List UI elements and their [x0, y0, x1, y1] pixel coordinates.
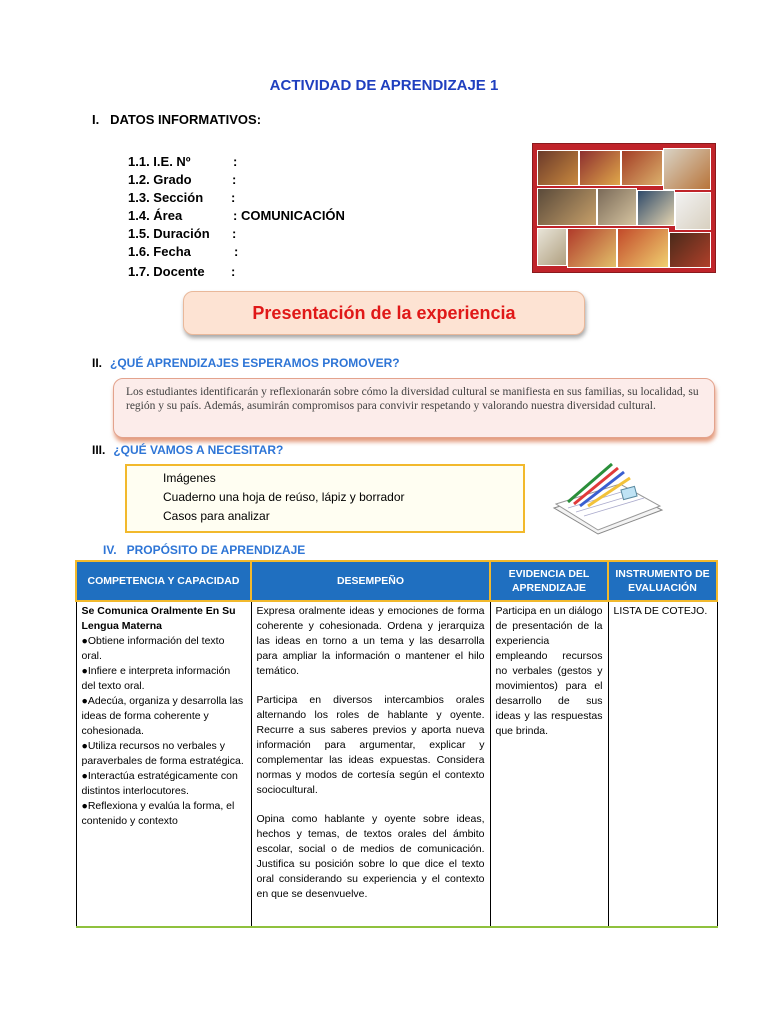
info-label: 1.3. Sección	[128, 190, 204, 205]
instrumento-text: LISTA DE COTEJO.	[613, 605, 708, 617]
section-1-number: I.	[92, 112, 100, 127]
table-header-evidencia: EVIDENCIA DEL APRENDIZAJE	[490, 561, 608, 601]
competencia-title: Se Comunica Oralmente En Su Lengua Materna	[81, 605, 236, 632]
capacidad-item: ●Interactúa estratégicamente con distintos interlocutores.	[81, 770, 238, 797]
capacidad-item: ●Infiere e interpreta información del texto oral.	[81, 665, 231, 692]
info-label: 1.2. Grado	[128, 172, 192, 187]
section-3-number: III.	[92, 443, 106, 457]
table-header-row	[76, 561, 717, 601]
info-value: :	[232, 226, 237, 241]
table-row	[76, 601, 717, 927]
competencia-cell	[76, 601, 251, 927]
info-value: :	[232, 172, 237, 187]
table-header-desempeno: DESEMPEÑO	[251, 561, 490, 601]
capacidad-item: ●Reflexiona y evalúa la forma, el contenido y contexto	[81, 800, 235, 827]
section-3-heading	[92, 443, 283, 457]
notebook-pencils-icon	[548, 458, 668, 538]
capacidad-item: ●Obtiene información del texto oral.	[81, 635, 225, 662]
section-2-number: II.	[92, 356, 103, 370]
table-header-competencia: COMPETENCIA Y CAPACIDAD	[76, 561, 251, 601]
info-item	[128, 207, 345, 225]
instrumento-cell	[608, 601, 717, 927]
evidencia-text: Participa en un diálogo de presentación de la experiencia empleando recursos no verbales (gestos y movimientos) para el desarrollo de sus ideas y las respuestas que brinda.	[495, 605, 603, 737]
section-4-number: IV.	[103, 543, 117, 557]
materials-item: Casos para analizar	[163, 509, 270, 523]
learning-goals-text: Los estudiantes identificarán y reflexionarán sobre cómo la diversidad cultural se manifiesta en sus familias, su localidad, su región y su país. Además, asumirán compromisos para convivir respetando y valorando nuestra diversidad cultural.	[126, 386, 699, 412]
desempeno-paragraph: Participa en diversos intercambios orales alternando los roles de hablante y oyente. Recurre a sus saberes previos y aporta nueva información para argumentar, explicar y complementar las ideas expuestas. Considera normas y modos de cortesía según el contexto sociocultural.	[256, 694, 485, 796]
desempeno-cell	[251, 601, 490, 927]
section-3-title: ¿QUÉ VAMOS A NECESITAR?	[113, 443, 284, 457]
info-value: :	[234, 244, 239, 259]
info-label: 1.5. Duración	[128, 226, 210, 241]
info-item	[128, 153, 237, 171]
info-label: 1.4. Área	[128, 208, 183, 223]
info-label: 1.1. I.E. Nº	[128, 154, 191, 169]
capacidad-item: ●Adecúa, organiza y desarrolla las ideas de forma coherente y cohesionada.	[81, 695, 244, 737]
materials-item: Cuaderno una hoja de reúso, lápiz y borrador	[163, 490, 405, 504]
section-4-title: PROPÓSITO DE APRENDIZAJE	[126, 543, 306, 557]
info-label: 1.6. Fecha	[128, 244, 191, 259]
info-value: :	[231, 190, 236, 205]
presentation-banner	[183, 291, 585, 335]
section-1-heading	[92, 112, 261, 127]
info-item	[128, 171, 236, 189]
info-value: :	[231, 264, 236, 279]
section-2-heading	[92, 356, 400, 370]
cultural-diversity-photo	[532, 143, 716, 273]
section-4-heading	[103, 543, 305, 557]
capacidad-item: ●Utiliza recursos no verbales y paraverbales de forma estratégica.	[81, 740, 244, 767]
evidencia-cell	[490, 601, 608, 927]
page-title: ACTIVIDAD DE APRENDIZAJE 1	[269, 77, 499, 94]
learning-purpose-table	[75, 560, 718, 928]
desempeno-paragraph: Expresa oralmente ideas y emociones de forma coherente y cohesionada. Ordena y jerarquiza las ideas en torno a un tema y las desarrolla para ampliar la información o mantener el hilo temático.	[256, 605, 485, 677]
presentation-heading: Presentación de la experiencia	[252, 303, 516, 323]
info-item	[128, 263, 235, 281]
materials-item: Imágenes	[163, 471, 216, 485]
info-item	[128, 225, 236, 243]
info-label: 1.7. Docente	[128, 264, 205, 279]
section-2-title: ¿QUÉ APRENDIZAJES ESPERAMOS PROMOVER?	[110, 356, 400, 370]
info-value: : COMUNICACIÓN	[233, 208, 345, 223]
info-item	[128, 243, 238, 261]
section-1-title: DATOS INFORMATIVOS:	[110, 112, 262, 127]
info-item	[128, 189, 235, 207]
materials-box	[125, 464, 525, 533]
learning-goals-box	[113, 378, 715, 438]
table-header-instrumento: INSTRUMENTO DE EVALUACIÓN	[608, 561, 717, 601]
desempeno-paragraph: Opina como hablante y oyente sobre ideas, hechos y temas, de textos orales del ámbito escolar, social o de medios de comunicación. Justifica su posición sobre lo que dice el texto oral considerando su experiencia y el contexto en que se desenvuelve.	[256, 813, 485, 900]
info-value: :	[233, 154, 238, 169]
